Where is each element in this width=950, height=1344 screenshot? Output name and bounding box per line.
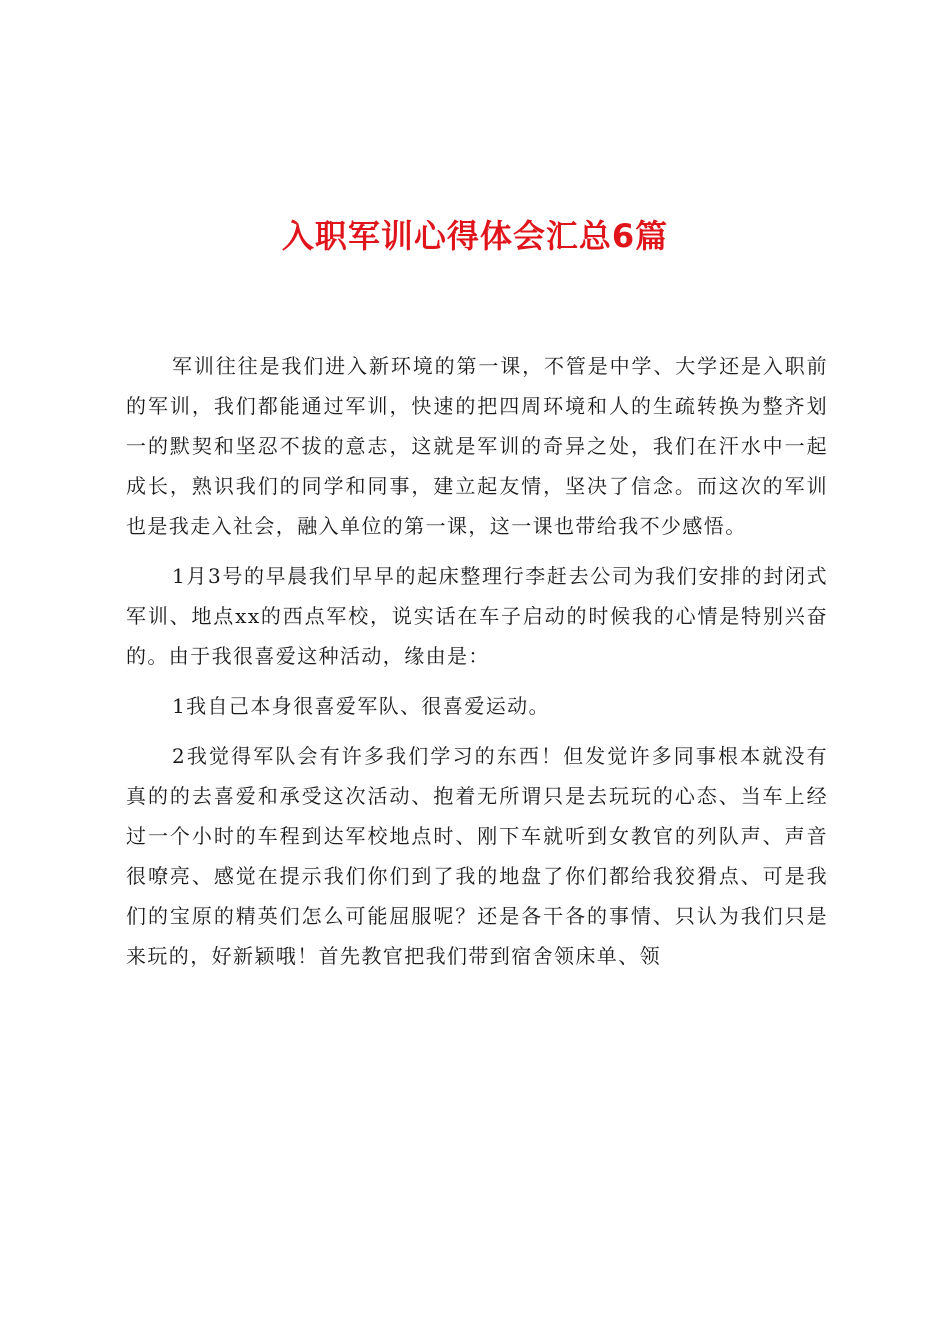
paragraph-1: 军训往往是我们进入新环境的第一课，不管是中学、大学还是入职前的军训，我们都能通过军训，快速的把四周环境和人的生疏转换为整齐划一的默契和坚忍不拔的意志，这就是军训的奇异之处，我们在汗水中一起成长，熟识我们的同学和同事，建立起友情，坚决了信念。而这次的军训也是我走入社会，融入单位的第一课，这一课也带给我不少感悟。 xyxy=(126,354,828,538)
document-title: 入职军训心得体会汇总6篇 xyxy=(281,217,669,255)
document-body xyxy=(126,346,828,976)
paragraph-4: 2我觉得军队会有许多我们学习的东西！但发觉许多同事根本就没有真的的去喜爱和承受这次活动、抱着无所谓只是去玩玩的心态、当车上经过一个小时的车程到达军校地点时、刚下车就听到女教官的列队声、声音很嘹亮、感觉在提示我们你们到了我的地盘了你们都给我狡猾点、可是我们的宝原的精英们怎么可能屈服呢？还是各干各的事情、只认为我们只是来玩的，好新颖哦！首先教官把我们带到宿舍领床单、领 xyxy=(126,744,828,968)
paragraph-3: 1我自己本身很喜爱军队、很喜爱运动。 xyxy=(172,694,550,718)
paragraph-2: 1月3号的早晨我们早早的起床整理行李赶去公司为我们安排的封闭式军训、地点xx的西点军校，说实话在车子启动的时候我的心情是特别兴奋的。由于我很喜爱这种活动，缘由是： xyxy=(126,564,828,668)
